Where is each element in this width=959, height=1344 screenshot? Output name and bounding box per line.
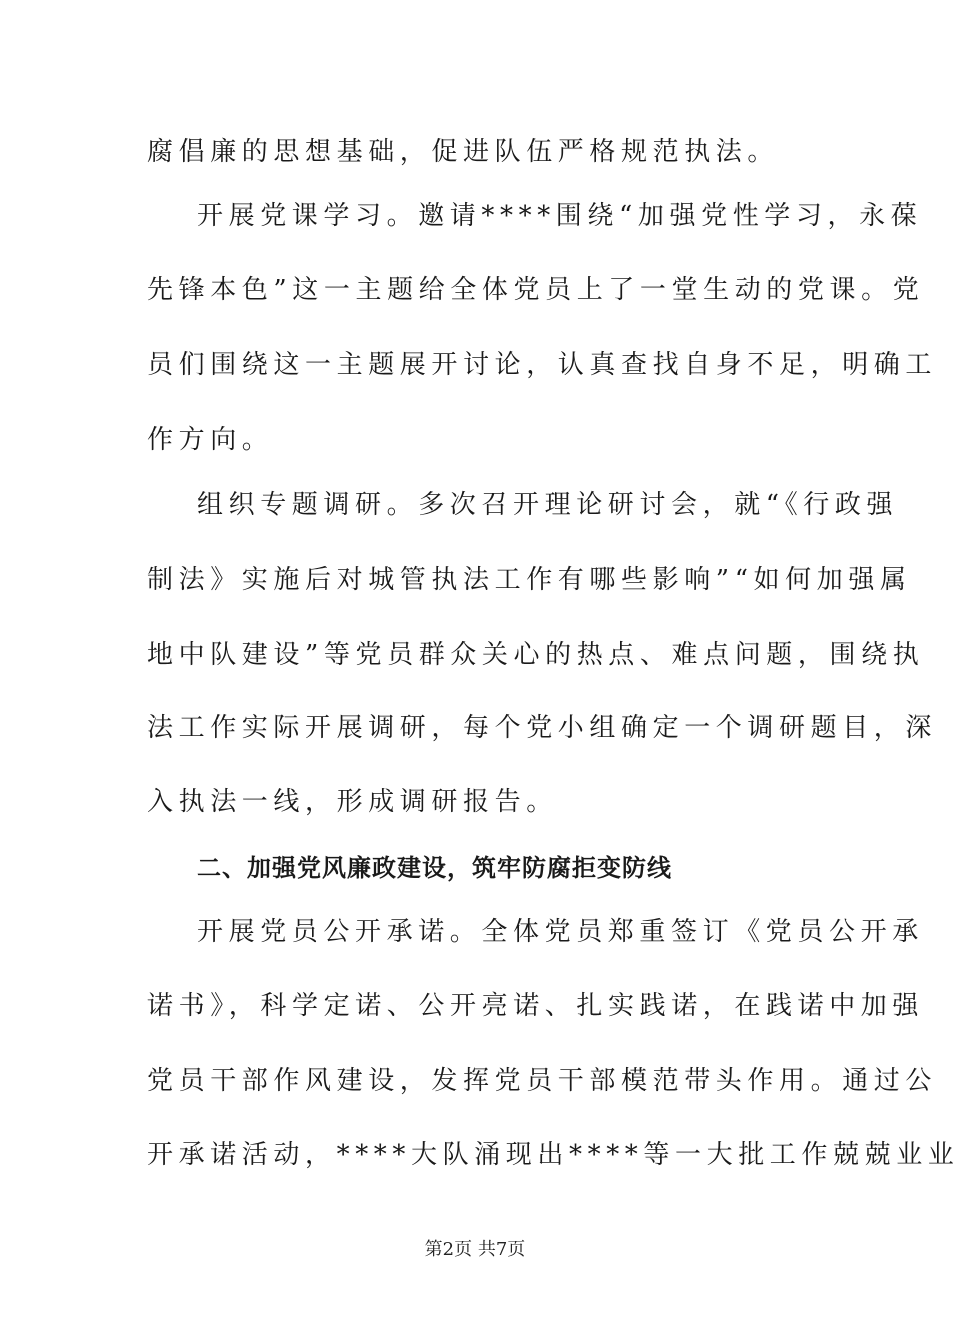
paragraph-party-lesson-line-1: 开展党课学习。邀请****围绕“加强党性学习，永葆 xyxy=(197,201,923,231)
paragraph-commitment-line-2: 诺书》，科学定诺、公开亮诺、扎实践诺，在践诺中加强 xyxy=(147,991,925,1021)
paragraph-party-lesson-line-4: 作方向。 xyxy=(147,425,274,455)
paragraph-research-line-4: 法工作实际开展调研，每个党小组确定一个调研题目，深 xyxy=(147,713,938,743)
section-heading: 二、加强党风廉政建设，筑牢防腐拒变防线 xyxy=(197,854,672,882)
paragraph-research-line-5: 入执法一线，形成调研报告。 xyxy=(147,787,558,817)
text-line-1: 腐倡廉的思想基础，促进队伍严格规范执法。 xyxy=(147,137,780,167)
paragraph-research-line-1: 组织专题调研。多次召开理论研讨会，就“《行政强 xyxy=(197,490,899,520)
paragraph-party-lesson-line-3: 员们围绕这一主题展开讨论，认真查找自身不足，明确工 xyxy=(147,350,938,380)
paragraph-party-lesson-line-2: 先锋本色”这一主题给全体党员上了一堂生动的党课。党 xyxy=(147,275,925,305)
page-number-footer: 第2页 共7页 xyxy=(424,1239,526,1260)
paragraph-research-line-2: 制法》实施后对城管执法工作有哪些影响”“如何加强属 xyxy=(147,565,912,595)
paragraph-commitment-line-4: 开承诺活动，****大队涌现出****等一大批工作兢兢业业 xyxy=(147,1140,959,1170)
paragraph-commitment-line-3: 党员干部作风建设，发挥党员干部模范带头作用。通过公 xyxy=(147,1066,938,1096)
paragraph-research-line-3: 地中队建设”等党员群众关心的热点、难点问题，围绕执 xyxy=(147,640,925,670)
paragraph-commitment-line-1: 开展党员公开承诺。全体党员郑重签订《党员公开承 xyxy=(197,917,924,947)
